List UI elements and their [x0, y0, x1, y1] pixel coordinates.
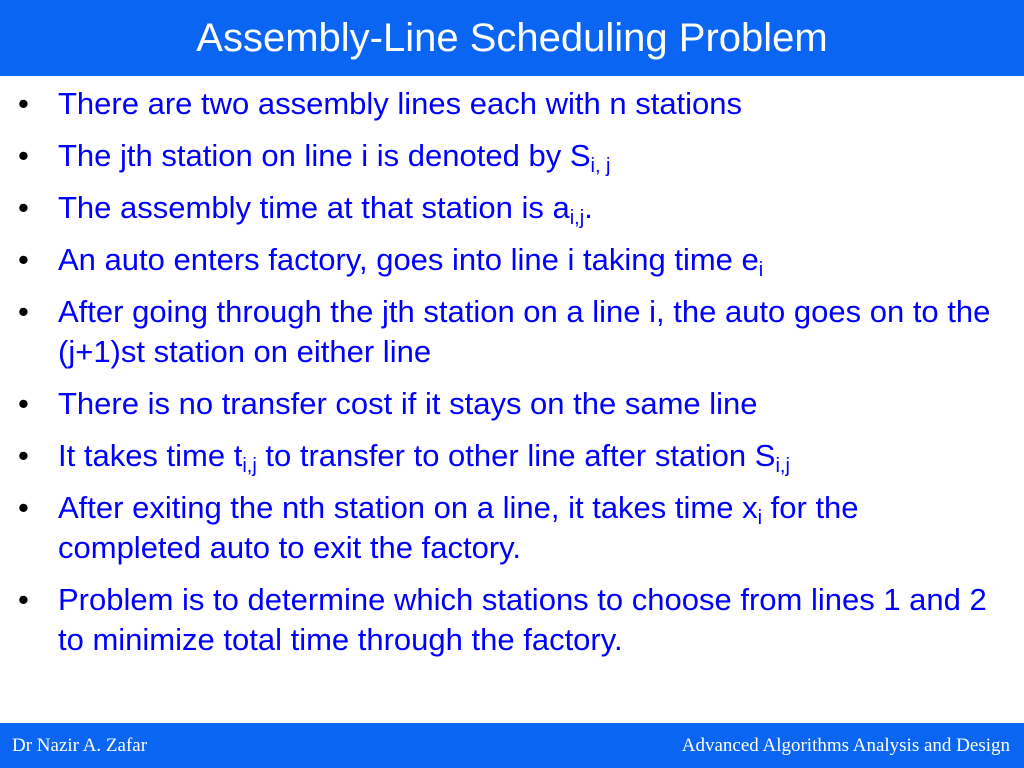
bullet-subscript: i: [757, 507, 763, 529]
bullet-item: [14, 136, 1004, 176]
bullet-text: After going through the jth station on a line i, the auto goes on to the (j+1)st station on either line: [58, 294, 991, 369]
bullet-dot-icon: •: [18, 294, 29, 329]
bullet-item: [14, 188, 1004, 228]
bullet-dot-icon: •: [18, 386, 29, 421]
bullet-text: After exiting the nth station on a line, it takes time x: [58, 490, 758, 525]
bullet-text-after: to transfer to other line after station S: [256, 438, 776, 473]
bullet-dot-icon: •: [18, 438, 29, 473]
bullet-item: [14, 384, 1004, 424]
bullet-dot-icon: •: [18, 582, 29, 617]
bullet-text: There are two assembly lines each with n stations: [58, 86, 743, 121]
bullet-dot-icon: •: [18, 86, 29, 121]
bullet-subscript: i,j: [775, 455, 790, 477]
bullet-text: An auto enters factory, goes into line i taking time e: [58, 242, 759, 277]
title-bar: [0, 0, 1024, 76]
footer-author: Dr Nazir A. Zafar: [12, 735, 148, 756]
bullet-list: [14, 84, 1004, 672]
bullet-subscript: i, j: [590, 155, 611, 177]
footer-course: Advanced Algorithms Analysis and Design: [681, 735, 1010, 756]
bullet-item: [14, 292, 1004, 372]
footer-bar: [0, 723, 1024, 768]
bullet-text-after: for the completed auto to exit the factory.: [58, 490, 859, 565]
bullet-item: [14, 240, 1004, 280]
bullet-item: [14, 580, 1004, 660]
bullet-item: [14, 84, 1004, 124]
bullet-text: The assembly time at that station is a: [58, 190, 570, 225]
bullet-item: [14, 488, 1004, 568]
bullet-text: The jth station on line i is denoted by S: [58, 138, 591, 173]
bullet-text: It takes time t: [58, 438, 243, 473]
bullet-subscript: i,j: [569, 207, 585, 229]
bullet-text: Problem is to determine which stations to choose from lines 1 and 2 to minimize total time through the factory.: [58, 582, 987, 657]
bullet-dot-icon: •: [18, 242, 29, 277]
bullet-dot-icon: •: [18, 138, 29, 173]
slide-title: Assembly-Line Scheduling Problem: [196, 16, 828, 60]
bullet-item: [14, 436, 1004, 476]
bullet-text: There is no transfer cost if it stays on the same line: [58, 386, 758, 421]
bullet-subscript: i,j: [242, 455, 257, 477]
bullet-dot-icon: •: [18, 190, 29, 225]
bullet-subscript: i: [758, 259, 764, 281]
bullet-dot-icon: •: [18, 490, 29, 525]
bullet-text-after: .: [584, 190, 593, 225]
